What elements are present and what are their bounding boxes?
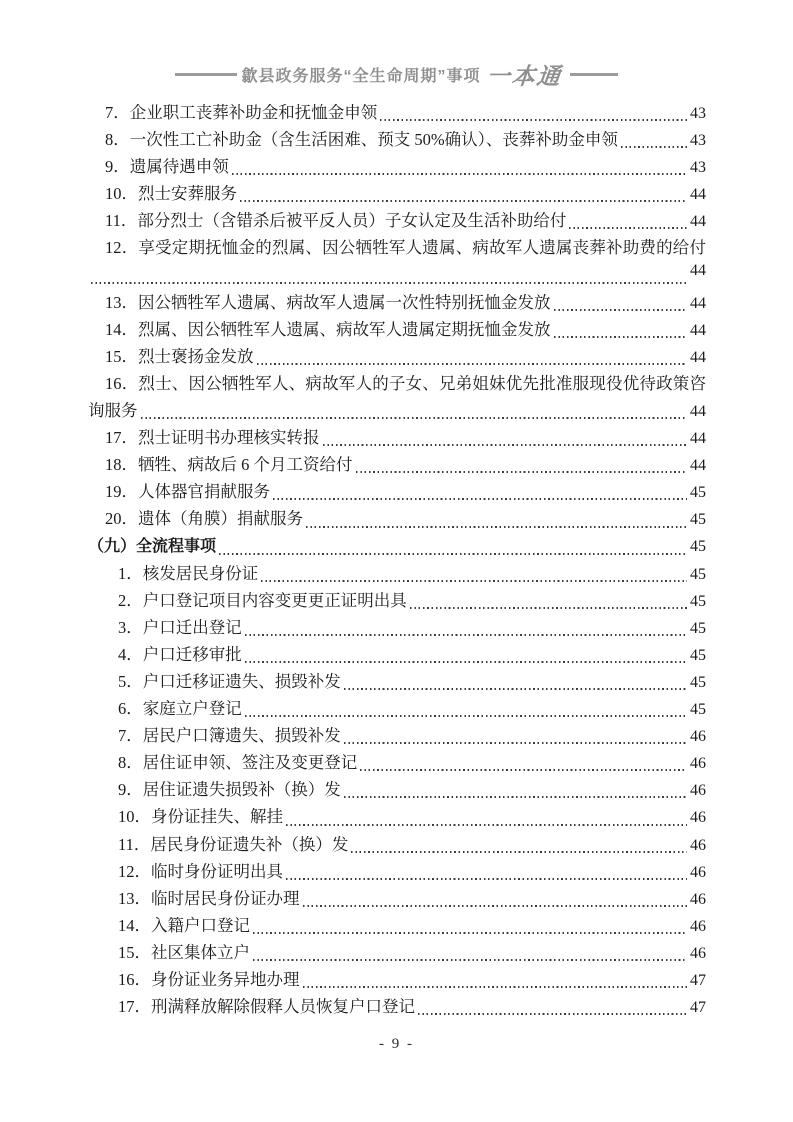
toc-page-number: 43 <box>690 105 706 122</box>
toc-entry[interactable] <box>88 641 706 668</box>
toc-leader-dots <box>380 119 687 121</box>
toc-entry[interactable] <box>88 587 706 614</box>
toc-entry[interactable] <box>88 207 706 234</box>
toc-entry-text: （九）全流程事项 <box>88 537 217 555</box>
toc-entry[interactable] <box>88 560 706 587</box>
toc-leader-dots <box>356 471 688 473</box>
toc-entry[interactable] <box>88 858 706 885</box>
toc-entry-text: 19．人体器官捐献服务 <box>105 482 270 502</box>
toc-leader-dots <box>303 905 688 907</box>
toc-leader-dots <box>141 417 688 419</box>
toc-leader-dots <box>344 742 687 744</box>
toc-page-number: 47 <box>690 972 706 989</box>
toc-entry-text: 9．居住证遗失损毁补（换）发 <box>118 780 341 800</box>
toc-entry[interactable] <box>88 478 706 505</box>
toc-page-number: 45 <box>690 511 706 529</box>
toc-entry[interactable] <box>88 533 706 560</box>
toc-entry[interactable] <box>88 695 706 722</box>
toc-leader-dots <box>253 932 687 934</box>
toc-entry[interactable] <box>88 99 706 126</box>
toc-entry[interactable] <box>88 424 706 451</box>
toc-entry[interactable] <box>88 966 706 993</box>
toc-entry[interactable] <box>88 776 706 803</box>
toc-page-number: 44 <box>690 457 706 475</box>
toc-leader-dots <box>569 227 687 229</box>
toc-entry-text: 1．核发居民身份证 <box>118 563 259 583</box>
toc-entry-text: 11．部分烈士（含错杀后被平反人员）子女认定及生活补助给付 <box>105 211 567 231</box>
toc-entry[interactable] <box>88 803 706 830</box>
toc-leader-dots <box>323 444 688 446</box>
toc-entry[interactable] <box>88 180 706 207</box>
toc-page-number: 46 <box>690 782 706 800</box>
toc-page-number: 46 <box>690 836 706 854</box>
toc-entry[interactable] <box>88 749 706 776</box>
toc-entry-text: 10．烈士安葬服务 <box>105 184 237 204</box>
toc-page-number: 45 <box>690 565 706 583</box>
toc-entry[interactable] <box>88 370 706 397</box>
toc-page-number: 46 <box>690 863 706 881</box>
toc-leader-dots <box>219 553 687 555</box>
toc-entry[interactable] <box>88 451 706 478</box>
toc-page-number: 43 <box>690 132 706 150</box>
toc-page-number: 45 <box>690 619 706 637</box>
toc-leader-dots <box>410 607 687 609</box>
toc-entry[interactable] <box>88 614 706 641</box>
toc-page-number: 44 <box>690 213 706 231</box>
toc-list <box>88 99 706 1020</box>
toc-entry-text: 2．户口登记项目内容变更更正证明出具 <box>118 590 407 610</box>
toc-entry-text: 7．企业职工丧葬补助金和抚恤金申领 <box>105 103 378 122</box>
toc-leader-dots <box>306 526 687 528</box>
toc-entry[interactable] <box>88 397 706 424</box>
toc-entry-text: 17．烈士证明书办理核实转报 <box>105 428 320 448</box>
toc-page-number: 44 <box>690 294 706 312</box>
toc-page-number: 44 <box>690 403 706 421</box>
toc-page-number: 45 <box>690 701 706 719</box>
toc-entry-text: 3．户口迁出登记 <box>118 617 242 637</box>
toc-page-number: 44 <box>690 261 706 279</box>
toc-leader-dots <box>286 878 687 880</box>
toc-entry-text: 20．遗体（角膜）捐献服务 <box>105 509 303 529</box>
toc-entry-text: 8．一次性工亡补助金（含生活困难、预支 50%确认）、丧葬补助金申领 <box>105 130 618 150</box>
toc-page-number: 45 <box>690 484 706 502</box>
toc-entry-text: 10．身份证挂失、解挂 <box>118 807 283 827</box>
toc-leader-dots <box>261 580 687 582</box>
toc-entry-text: 5．户口迁移证遗失、损毁补发 <box>118 671 341 691</box>
toc-entry[interactable] <box>88 912 706 939</box>
toc-entry-text: 15．烈士褒扬金发放 <box>105 346 254 366</box>
header-title: 歙县政务服务“全生命周期”事项 <box>241 68 481 85</box>
toc-leader-dots <box>257 363 688 365</box>
toc-entry[interactable] <box>88 722 706 749</box>
toc-page-number: 45 <box>690 592 706 610</box>
toc-leader-dots <box>344 688 687 690</box>
toc-entry-text: 9．遗属待遇申领 <box>105 157 229 177</box>
toc-entry-text: 7．居民户口簿遗失、损毁补发 <box>118 726 341 746</box>
toc-entry-text: 12．临时身份证明出具 <box>118 861 283 881</box>
toc-leader-dots <box>418 1013 687 1015</box>
toc-page-number: 46 <box>690 944 706 962</box>
toc-entry[interactable] <box>88 505 706 532</box>
toc-page-number: 45 <box>690 673 706 691</box>
toc-page-number: 44 <box>690 186 706 204</box>
toc-leader-dots <box>273 498 687 500</box>
toc-entry-text: 4．户口迁移审批 <box>118 644 242 664</box>
toc-leader-dots <box>351 851 687 853</box>
toc-entry-text: 12．享受定期抚恤金的烈属、因公牺牲军人遗属、病故军人遗属丧葬补助费的给付 <box>105 238 706 258</box>
toc-entry-text: 14．烈属、因公牺牲军人遗属、病故军人遗属定期抚恤金发放 <box>105 319 551 339</box>
toc-leader-dots <box>344 796 687 798</box>
toc-entry-text: 8．居住证申领、签注及变更登记 <box>118 753 358 773</box>
toc-entry[interactable] <box>88 939 706 966</box>
toc-entry-text: 询服务 <box>88 401 138 421</box>
toc-leader-dots <box>554 336 688 338</box>
toc-entry-text: 15．社区集体立户 <box>118 942 250 962</box>
toc-leader-dots <box>621 146 687 148</box>
toc-entry-text: 13．临时居民身份证办理 <box>118 888 300 908</box>
toc-entry[interactable] <box>88 831 706 858</box>
toc-page-number: 46 <box>690 809 706 827</box>
toc-page-number: 43 <box>690 159 706 177</box>
toc-entry[interactable] <box>88 993 706 1020</box>
toc-leader-dots <box>232 173 687 175</box>
toc-page-number: 44 <box>690 348 706 366</box>
toc-entry[interactable] <box>88 262 706 289</box>
page-number: - 9 - <box>379 1036 414 1052</box>
header-right-rule <box>570 73 618 76</box>
toc-entry-text: 17．刑满释放解除假释人员恢复户口登记 <box>118 997 415 1017</box>
toc-entry[interactable] <box>88 668 706 695</box>
toc-entry-text: 16．身份证业务异地办理 <box>118 970 300 989</box>
toc-page-number: 45 <box>690 646 706 664</box>
toc-page-number: 45 <box>690 537 706 555</box>
toc-page-number: 46 <box>690 755 706 773</box>
toc-page-number: 46 <box>690 890 706 908</box>
header-left-rule <box>175 73 237 76</box>
toc-leader-dots <box>245 661 687 663</box>
toc-entry[interactable] <box>88 343 706 370</box>
toc-entry[interactable] <box>88 153 706 180</box>
toc-entry-text: 6．家庭立户登记 <box>118 699 242 719</box>
page-header <box>0 58 793 91</box>
toc-leader-dots <box>91 282 687 284</box>
toc-leader-dots <box>360 769 687 771</box>
toc-entry-text: 18．牺牲、病故后 6 个月工资给付 <box>105 455 353 475</box>
toc-leader-dots <box>554 309 688 311</box>
page-footer <box>0 1036 793 1053</box>
header-logo: 一本通 <box>484 63 563 89</box>
toc-leader-dots <box>240 200 687 202</box>
toc-page-number: 44 <box>690 430 706 448</box>
toc-entry[interactable] <box>88 885 706 912</box>
toc-entry[interactable] <box>88 316 706 343</box>
toc-leader-dots <box>286 824 687 826</box>
toc-leader-dots <box>253 959 687 961</box>
toc-page-number: 46 <box>690 728 706 746</box>
toc-entry[interactable] <box>88 126 706 153</box>
toc-page-number: 46 <box>690 917 706 935</box>
toc-entry[interactable] <box>88 289 706 316</box>
toc-entry-text: 16．烈士、因公牺牲军人、病故军人的子女、兄弟姐妹优先批准服现役优待政策咨 <box>105 373 706 393</box>
toc-entry-text: 14．入籍户口登记 <box>118 915 250 935</box>
toc-entry-text: 13．因公牺牲军人遗属、病故军人遗属一次性特别抚恤金发放 <box>105 292 551 312</box>
toc-page-number: 47 <box>690 999 706 1017</box>
toc-leader-dots <box>303 986 688 988</box>
toc-entry[interactable] <box>88 234 706 261</box>
toc-leader-dots <box>245 634 687 636</box>
toc-leader-dots <box>245 715 687 717</box>
toc-page-number: 44 <box>690 321 706 339</box>
toc-entry-text: 11．居民身份证遗失补（换）发 <box>118 834 349 854</box>
